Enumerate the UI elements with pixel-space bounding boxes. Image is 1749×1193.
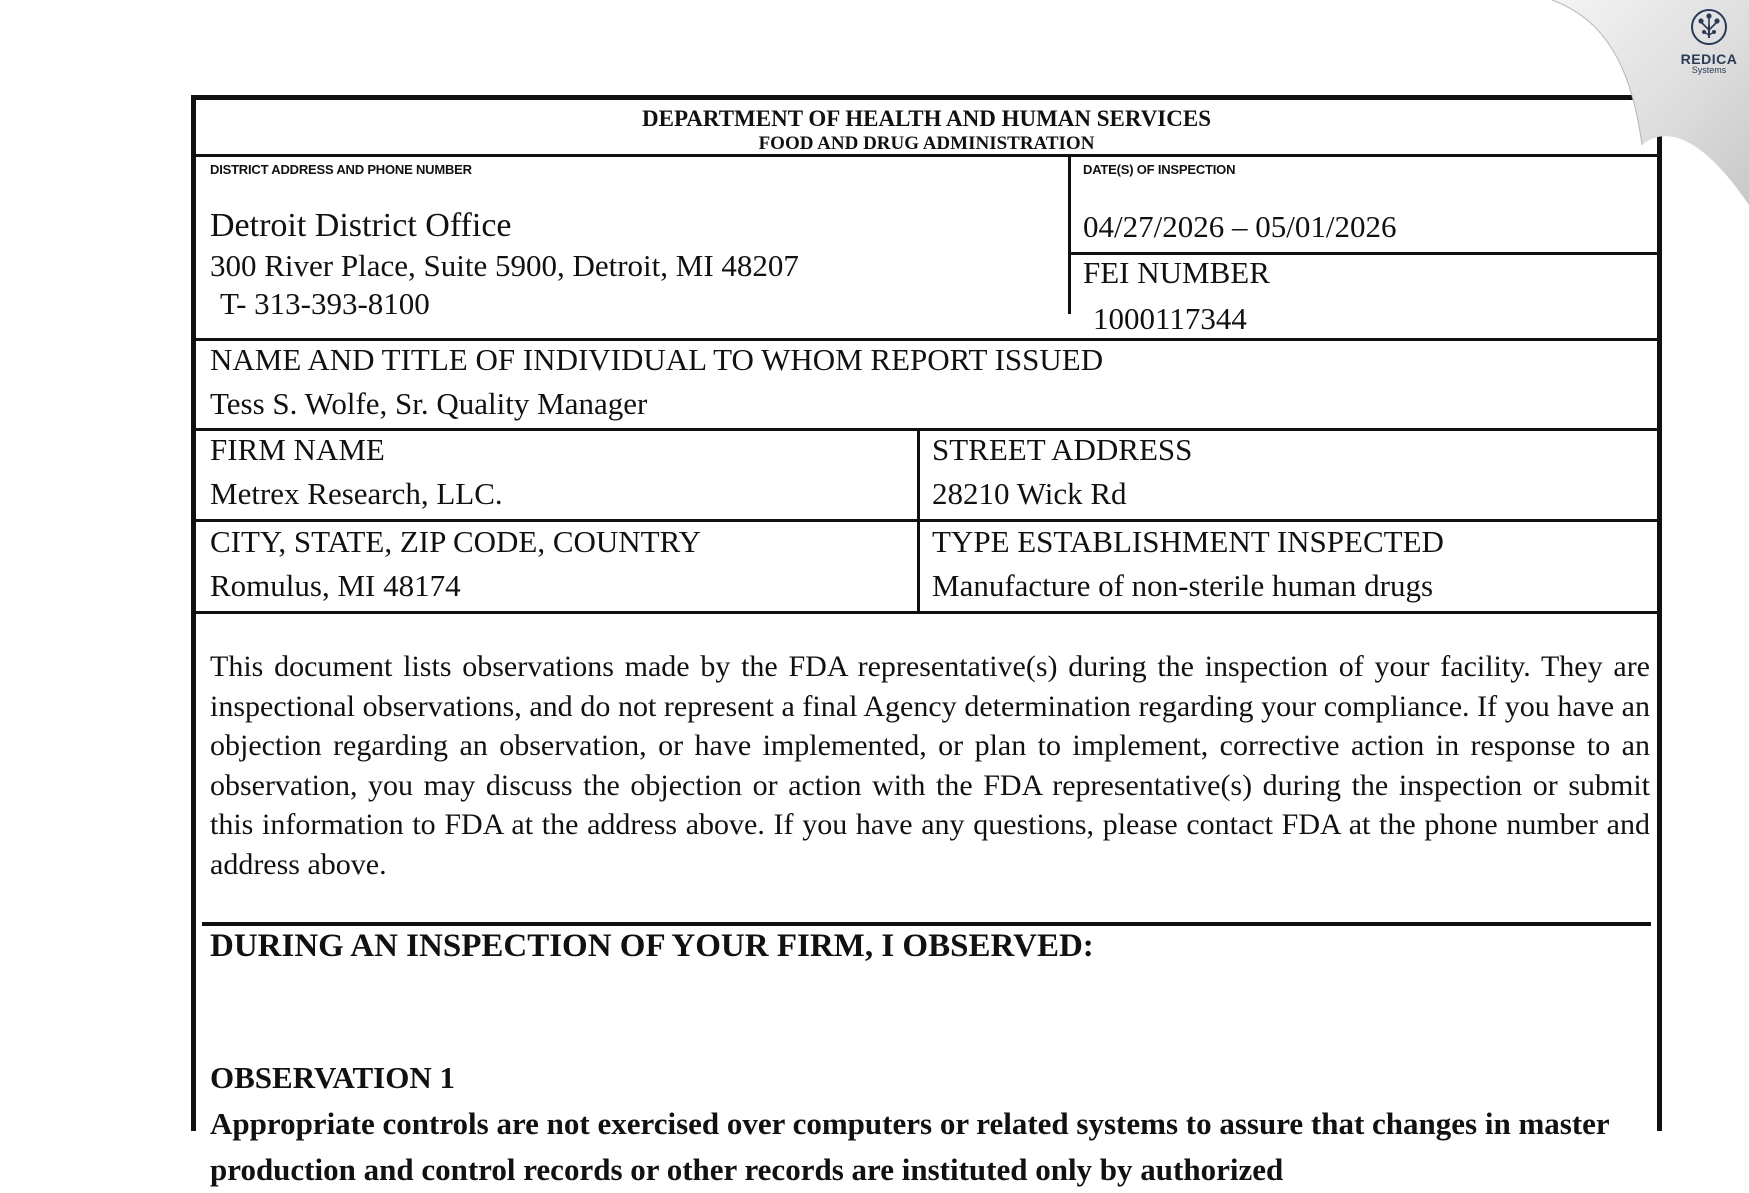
fda-483-form — [191, 95, 1662, 1187]
street-label: STREET ADDRESS — [932, 432, 1193, 467]
city-value: Romulus, MI 48174 — [210, 568, 461, 603]
establishment-label: TYPE ESTABLISHMENT INSPECTED — [932, 524, 1444, 559]
street-value: 28210 Wick Rd — [932, 476, 1127, 511]
firm-value: Metrex Research, LLC. — [210, 476, 503, 511]
divider — [196, 428, 1657, 431]
divider — [196, 154, 1657, 157]
department-title: DEPARTMENT OF HEALTH AND HUMAN SERVICES — [642, 106, 1211, 131]
redica-logo — [1672, 8, 1746, 75]
district-office: Detroit District Office — [210, 207, 512, 244]
notice-paragraph: This document lists observations made by the FDA representative(s) during the inspection of your facility. They are inspectional observations, and do not represent a final Agency determination regarding your compliance. If you have an objection regarding an observation, or have implemented, or plan to implement, corrective action in response to an observation, you may discuss the objection or action with the FDA representative(s) during the inspection or submit this information to FDA at the address above. If you have any questions, please contact FDA at the phone number and address above. — [210, 650, 1650, 881]
observed-heading: DURING AN INSPECTION OF YOUR FIRM, I OBSERVED: — [210, 928, 1094, 964]
observation-title: OBSERVATION 1 — [210, 1060, 455, 1095]
inspection-dates-value: 04/27/2026 – 05/01/2026 — [1083, 209, 1397, 244]
inspection-dates-label: DATE(S) OF INSPECTION — [1083, 162, 1236, 177]
observation-text: Appropriate controls are not exercised over computers or related systems to assure that changes in master production and control records or other records are instituted only by authorized — [210, 1106, 1610, 1187]
city-label: CITY, STATE, ZIP CODE, COUNTRY — [210, 524, 701, 559]
divider — [196, 611, 1657, 614]
agency-title: FOOD AND DRUG ADMINISTRATION — [758, 133, 1095, 154]
fei-value: 1000117344 — [1093, 301, 1247, 336]
divider — [196, 519, 1657, 522]
logo-subtitle: Systems — [1691, 65, 1727, 75]
observation-block — [210, 1055, 1650, 1193]
divider — [202, 922, 1651, 926]
firm-label: FIRM NAME — [210, 432, 385, 467]
recipient-value: Tess S. Wolfe, Sr. Quality Manager — [210, 386, 648, 421]
recipient-label: NAME AND TITLE OF INDIVIDUAL TO WHOM REPORT ISSUED — [210, 342, 1104, 377]
divider — [196, 338, 1657, 341]
district-label: DISTRICT ADDRESS AND PHONE NUMBER — [210, 162, 472, 177]
divider — [1068, 154, 1071, 314]
fei-label: FEI NUMBER — [1083, 255, 1270, 290]
district-phone: T- 313-393-8100 — [220, 286, 430, 321]
logo-name: REDICA — [1680, 51, 1738, 67]
district-address: 300 River Place, Suite 5900, Detroit, MI 48207 — [210, 248, 799, 283]
tree-network-icon — [1690, 8, 1728, 46]
establishment-value: Manufacture of non-sterile human drugs — [932, 568, 1434, 603]
